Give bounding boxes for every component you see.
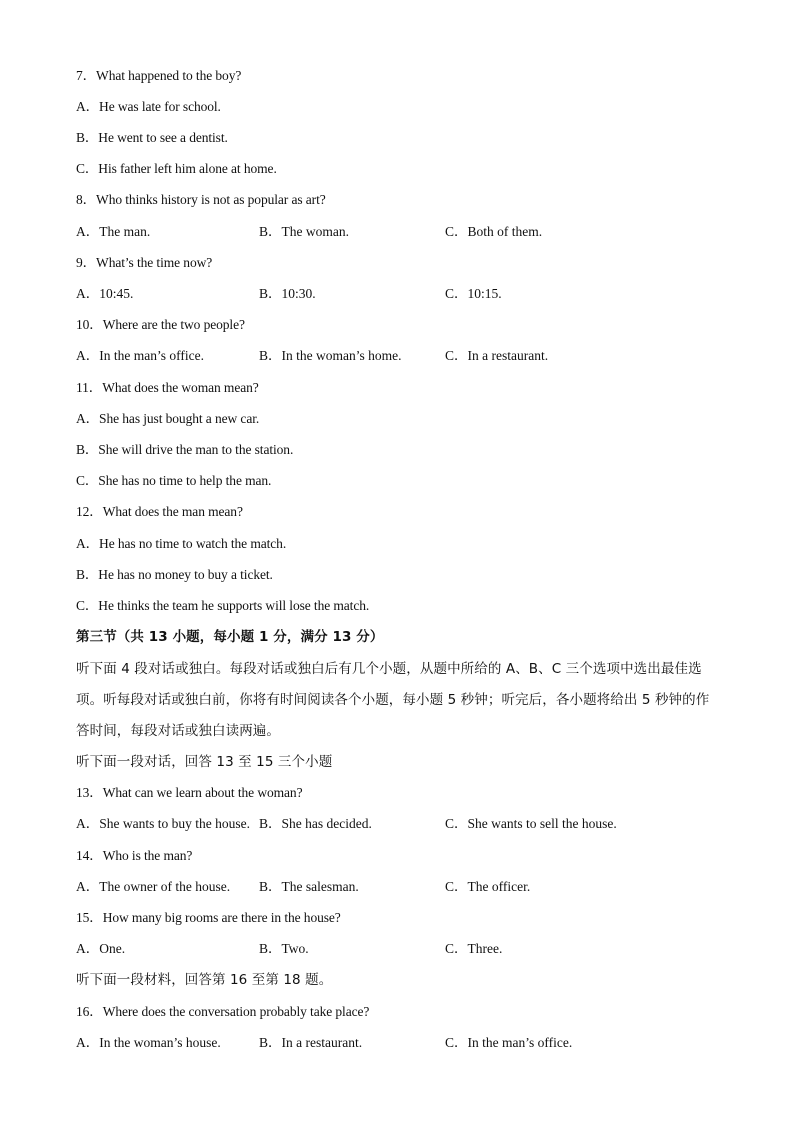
question-10-option-a: A．In the man’s office. [76,348,204,363]
question-8-option-c: C．Both of them. [445,224,543,239]
question-10-stem: 10．Where are the two people? [76,317,245,332]
question-13-stem: 13．What can we learn about the woman? [76,785,303,800]
question-12-option-b: B．He has no money to buy a ticket. [76,567,273,582]
question-16-option-c: C．In the man’s office. [445,1035,573,1050]
question-13-option-c: C．She wants to sell the house. [445,816,617,831]
question-11-stem: 11．What does the woman mean? [76,380,259,395]
question-15-option-a: A．One. [76,941,126,956]
question-9-option-b: B．10:30. [259,286,316,301]
question-14-option-b: B．The salesman. [259,879,359,894]
question-7-option-c: C．His father left him alone at home. [76,161,277,176]
question-15-option-b: B．Two. [259,941,309,956]
question-10-option-c: C．In a restaurant. [445,348,549,363]
question-13-option-a: A．She wants to buy the house. [76,816,250,831]
question-15-option-c: C．Three. [445,941,503,956]
question-9-stem: 9．What’s the time now? [76,255,213,270]
question-7-option-b: B．He went to see a dentist. [76,130,228,145]
question-16-stem: 16．Where does the conversation probably take place? [76,1004,370,1019]
question-15-stem: 15．How many big rooms are there in the house? [76,910,341,925]
question-10-option-b: B．In the woman’s home. [259,348,402,363]
question-8-option-a: A．The man. [76,224,151,239]
question-11-option-c: C．She has no time to help the man. [76,473,272,488]
section-3-instruction-line-3: 答时间，每段对话或独白读两遍。 [76,723,280,739]
section-3-instruction-line-2: 项。听每段对话或独白前，你将有时间阅读各个小题，每小题 5 秒钟；听完后，各小题将给出 5 秒钟的作 [76,692,710,708]
question-9-option-c: C．10:15. [445,286,502,301]
section-3-subheading-2: 听下面一段材料，回答第 16 至第 18 题。 [76,972,333,988]
question-7-stem: 7．What happened to the boy? [76,68,242,83]
question-14-option-c: C．The officer. [445,879,531,894]
question-9-option-a: A．10:45. [76,286,134,301]
question-16-option-b: B．In a restaurant. [259,1035,363,1050]
section-3-instruction-line-1: 听下面 4 段对话或独白。每段对话或独白后有几个小题，从题中所给的 A、B、C 三个选项中选出最佳选 [76,661,702,677]
section-3-subheading-1: 听下面一段对话，回答 13 至 15 三个小题 [76,754,333,770]
question-12-option-a: A．He has no time to watch the match. [76,536,287,551]
question-14-option-a: A．The owner of the house. [76,879,231,894]
question-8-option-b: B．The woman. [259,224,349,239]
question-16-option-a: A．In the woman’s house. [76,1035,221,1050]
question-12-stem: 12．What does the man mean? [76,504,243,519]
question-11-option-b: B．She will drive the man to the station. [76,442,294,457]
question-8-stem: 8．Who thinks history is not as popular as art? [76,192,326,207]
question-14-stem: 14．Who is the man? [76,848,193,863]
question-7-option-a: A．He was late for school. [76,99,221,114]
question-11-option-a: A．She has just bought a new car. [76,411,260,426]
question-12-option-c: C．He thinks the team he supports will lose the match. [76,598,370,613]
section-3-heading: 第三节（共 13 小题，每小题 1 分，满分 13 分） [76,629,384,645]
question-13-option-b: B．She has decided. [259,816,372,831]
